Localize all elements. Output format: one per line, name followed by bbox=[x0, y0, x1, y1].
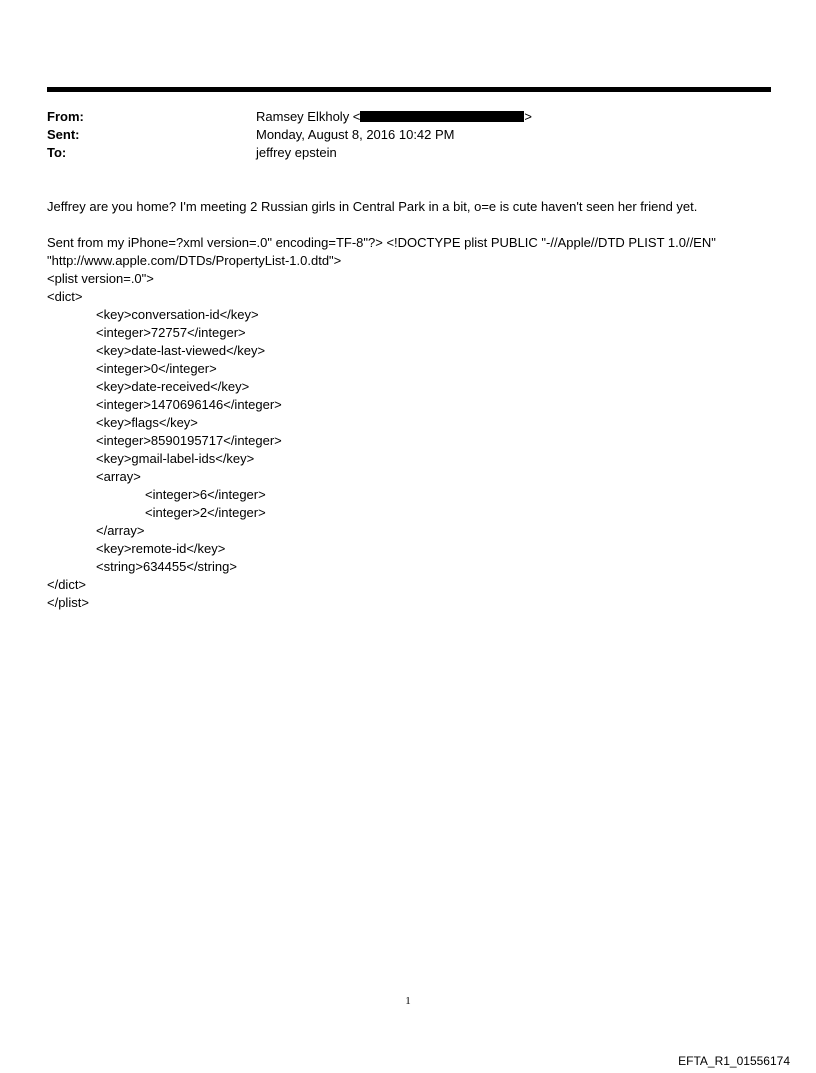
plist-line: <integer>8590195717</integer> bbox=[96, 433, 282, 448]
plist-line: <key>gmail-label-ids</key> bbox=[96, 451, 255, 466]
plist-line: <string>634455</string> bbox=[96, 559, 237, 574]
plist-line: <key>date-received</key> bbox=[96, 379, 250, 394]
plist-line: <key>date-last-viewed</key> bbox=[96, 343, 266, 358]
header-rule bbox=[47, 87, 771, 92]
message-text: Jeffrey are you home? I'm meeting 2 Russian girls in Central Park in a bit, o=e is cute haven't seen her friend yet. bbox=[47, 199, 698, 214]
redacted-email-block bbox=[360, 111, 524, 122]
to-row bbox=[47, 144, 747, 162]
plist-line: </array> bbox=[96, 523, 145, 538]
plist-line: <integer>2</integer> bbox=[145, 505, 266, 520]
to-value: jeffrey epstein bbox=[256, 145, 337, 160]
plist-line: </plist> bbox=[47, 595, 89, 610]
sent-row bbox=[47, 126, 747, 144]
page-number: 1 bbox=[405, 995, 411, 1007]
plist-line: <key>flags</key> bbox=[96, 415, 198, 430]
plist-line: <dict> bbox=[47, 289, 83, 304]
plist-line: <key>remote-id</key> bbox=[96, 541, 226, 556]
email-header bbox=[47, 108, 747, 162]
email-body bbox=[47, 198, 787, 612]
from-row bbox=[47, 108, 747, 126]
signature-line-1: Sent from my iPhone=?xml version=.0" encoding=TF-8"?> <!DOCTYPE plist PUBLIC "-//Apple//DTD PLIST 1.0//EN" bbox=[47, 235, 716, 250]
plist-line: <integer>1470696146</integer> bbox=[96, 397, 282, 412]
plist-line: <array> bbox=[96, 469, 141, 484]
to-label: To: bbox=[47, 145, 67, 160]
sent-value: Monday, August 8, 2016 10:42 PM bbox=[256, 127, 455, 142]
plist-line: <integer>72757</integer> bbox=[96, 325, 246, 340]
plist-line: <plist version=.0"> bbox=[47, 271, 154, 286]
from-label: From: bbox=[47, 109, 84, 124]
plist-line: <integer>0</integer> bbox=[96, 361, 217, 376]
document-id: EFTA_R1_01556174 bbox=[678, 1054, 790, 1068]
from-value bbox=[256, 108, 532, 126]
plist-line: <key>conversation-id</key> bbox=[96, 307, 259, 322]
plist-line: </dict> bbox=[47, 577, 87, 592]
plist-block bbox=[47, 270, 787, 612]
from-name: Ramsey Elkholy < bbox=[256, 109, 361, 124]
plist-line: <integer>6</integer> bbox=[145, 487, 266, 502]
from-close-bracket: > bbox=[524, 109, 532, 124]
sent-label: Sent: bbox=[47, 127, 80, 142]
paragraph-gap bbox=[47, 216, 787, 234]
signature-line-2: "http://www.apple.com/DTDs/PropertyList-1.0.dtd"> bbox=[47, 253, 342, 268]
